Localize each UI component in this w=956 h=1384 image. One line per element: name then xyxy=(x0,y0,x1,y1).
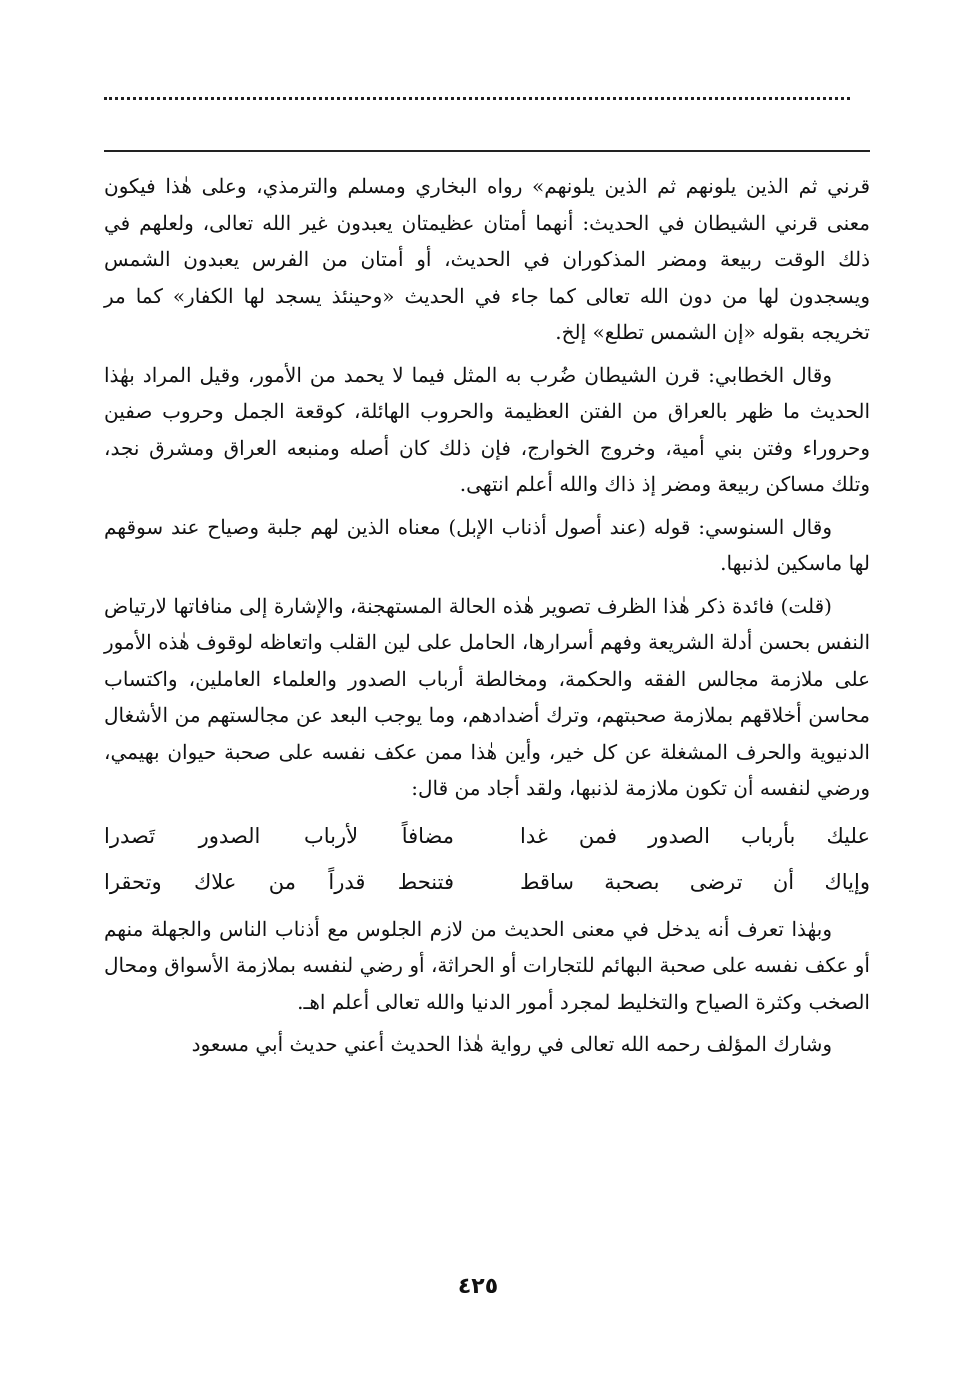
poem xyxy=(104,813,870,905)
paragraph-khattabi: وقال الخطابي: قرن الشيطان ضُرب به المثل فيما لا يحمد من الأمور، وقيل المراد بهٰذا الحديث ما ظهر بالعراق من الفتن العظيمة والحروب الهائلة، كوقعة الجمل وحروب صفين وحروراء وفتن بني أمية، وخروج الخوارج، فإن ذلك كان أصله ومنبعه العراق ومشرق نجد، وتلك مساكن ربيعة ومضر إذ ذاك والله أعلم انتهى. xyxy=(104,362,871,496)
verse-hemistich-second: فتنحط قدراً من علاك وتحقرا xyxy=(104,869,454,894)
paragraph-sanusi: وقال السنوسي: قوله (عند أصول أذناب الإبل) معناه الذين لهم جلبة وصياح عند سوقهم لها ماسكين لذنبها. xyxy=(104,514,870,575)
paragraph-continuation: قرني ثم الذين يلونهم ثم الذين يلونهم» رواه البخاري ومسلم والترمذي، وعلى هٰذا فيكون معنى قرني الشيطان في الحديث: أنهما أمتان عظيمتان يعبدون غير الله تعالى، ولعلهم في ذلك الوقت ربيعة ومضر المذكوران في الحديث، أو أمتان من الفرس يعبدون الشمس ويسجدون لها من دون الله تعالى كما جاء في الحديث «وحينئذ يسجد لها الكفار» كما مر تخريجه بقوله «إن الشمس تطلع» إلخ. xyxy=(104,174,871,344)
paragraph-final: وشارك المؤلف رحمه الله تعالى في رواية هٰذا الحديث أعني حديث أبي مسعود xyxy=(191,1032,832,1056)
paragraph-qultu: (قلت) فائدة ذكر هٰذا الظرف تصوير هٰذه الحالة المستهجنة، والإشارة إلى منافاتها لارتياض النفس بحسن أدلة الشريعة وفهم أسرارها، الحامل على لين القلب واتعاظه لوقوف هٰذه الأمور على ملازمة مجالس الفقه والحكمة، ومخالطة أرباب الصدور والعلماء العاملين، واكتساب محاسن أخلاقهم بملازمة صحبتهم، وترك أضدادهم، وما يوجب البعد عن مجالستهم من الأشغال الدنيوية والحرف المشغلة عن كل خير، وأين هٰذا ممن عكف نفسه على صحبة حيوان بهيمي، ورضي لنفسه أن تكون ملازمة لذنبها، ولقد أجاد من قال: xyxy=(104,593,870,800)
verse-hemistich-first: عليك بأرباب الصدور فمن غدا xyxy=(520,823,870,848)
header-rule xyxy=(104,150,870,152)
body-text xyxy=(104,168,870,1069)
verse-hemistich-first: وإياك أن ترضى بصحبة ساقط xyxy=(520,869,870,894)
page-number: ٤٢٥ xyxy=(457,1274,499,1299)
verse-hemistich-second: مضافاً لأرباب الصدور تَصدرا xyxy=(104,823,454,848)
verse-line xyxy=(104,859,870,905)
dotted-separator xyxy=(104,97,850,100)
paragraph-conclusion: وبهٰذا تعرف أنه يدخل في معنى الحديث من لازم الجلوس مع أذناب الناس والجهلة منهم أو عكف نفسه على صحبة البهائم للتجارات أو الحراثة، أو رضي لنفسه بملازمة الأسواق ومحال الصخب وكثرة الصياح والتخليط لمجرد أمور الدنيا والله تعالى أعلم اهـ. xyxy=(104,916,870,1014)
verse-line xyxy=(104,813,870,859)
